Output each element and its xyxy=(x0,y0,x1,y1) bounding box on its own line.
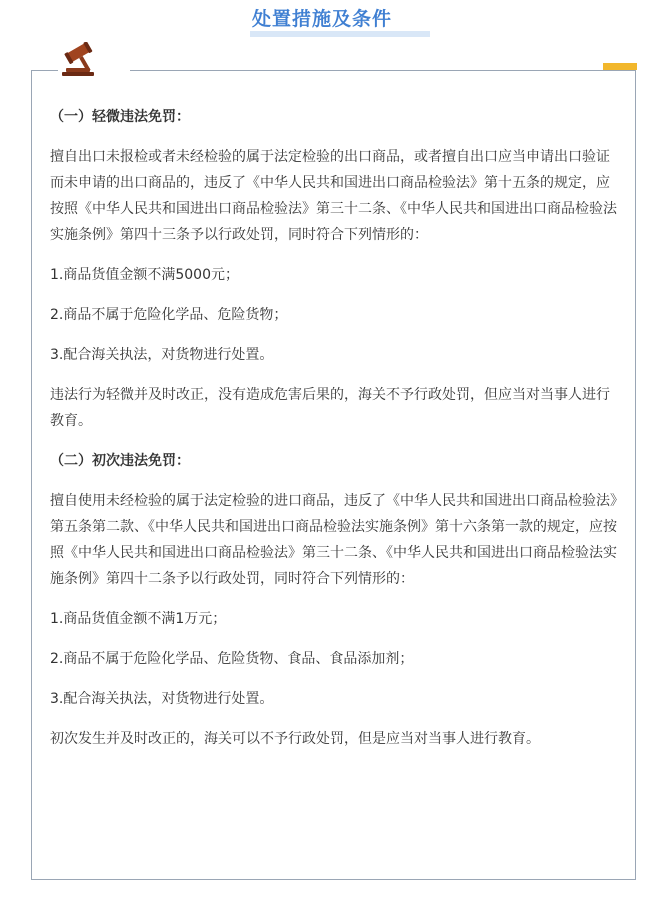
gavel-icon xyxy=(56,42,104,76)
section-heading: （二）初次违法免罚： xyxy=(50,453,190,469)
section-conclusion: 违法行为轻微并及时改正，没有造成危害后果的，海关不予行政处罚，但应当对当事人进行教育。 xyxy=(50,387,610,429)
content xyxy=(50,104,620,766)
page-title: 处置措施及条件 xyxy=(252,8,393,30)
list-item: 2.商品不属于危险化学品、危险货物、食品、食品添加剂； xyxy=(50,651,414,667)
title-area xyxy=(0,0,664,40)
list-item: 2.商品不属于危险化学品、危险货物； xyxy=(50,307,288,323)
title-underline xyxy=(250,31,430,37)
list-item: 1.商品货值金额不满5000元； xyxy=(50,267,239,283)
list-item: 3.配合海关执法，对货物进行处置。 xyxy=(50,347,274,363)
section-intro: 擅自出口未报检或者未经检验的属于法定检验的出口商品，或者擅自出口应当申请出口验证而未申请的出口商品的，违反了《中华人民共和国进出口商品检验法》第十五条的规定，应按照《中华人民共和国进出口商品检验法》第三十二条、《中华人民共和国进出口商品检验法实施条例》第四十三条予以行政处罚，同时符合下列情形的： xyxy=(50,149,617,243)
list-item: 1.商品货值金额不满1万元； xyxy=(50,611,227,627)
section-conclusion: 初次发生并及时改正的，海关可以不予行政处罚，但是应当对当事人进行教育。 xyxy=(50,731,540,747)
accent-bar xyxy=(603,63,637,70)
list-item: 3.配合海关执法，对货物进行处置。 xyxy=(50,691,274,707)
section-intro: 擅自使用未经检验的属于法定检验的进口商品，违反了《中华人民共和国进出口商品检验法》第五条第二款、《中华人民共和国进出口商品检验法实施条例》第十六条第一款的规定，应按照《中华人民共和国进出口商品检验法》第三十二条、《中华人民共和国进出口商品检验法实施条例》第四十二条予以行政处罚，同时符合下列情形的： xyxy=(50,493,617,587)
section-heading: （一）轻微违法免罚： xyxy=(50,109,190,125)
